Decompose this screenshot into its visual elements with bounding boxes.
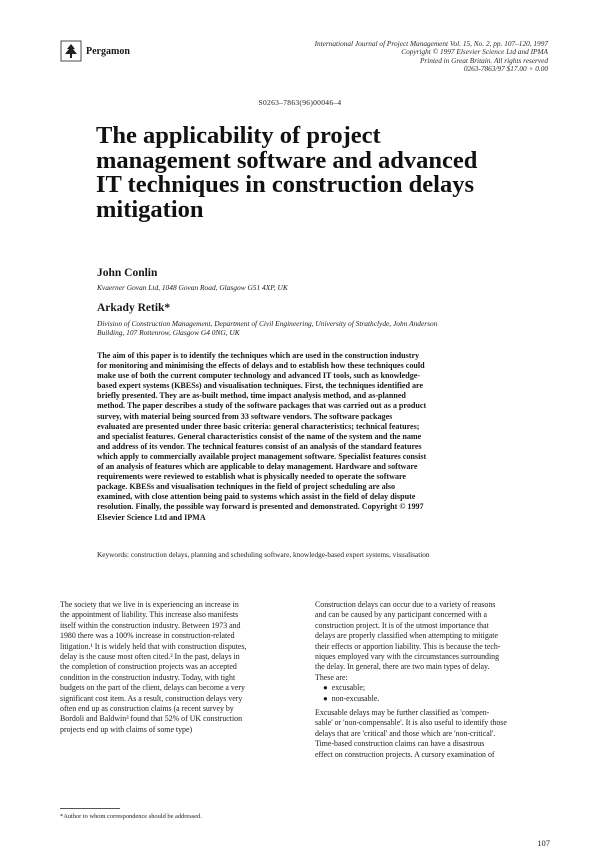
bullet-item bbox=[323, 683, 551, 693]
abstract-line: survey, with material being sourced from 33 software vendors. The software packages bbox=[97, 411, 393, 421]
body-line: the delay. In general, there are two main types of delay. bbox=[315, 662, 490, 672]
journal-info bbox=[268, 40, 548, 73]
body-line: litigation.¹ It is widely held that with construction disputes, bbox=[60, 641, 247, 651]
body-line: budgets on the part of the client, delays can become a very bbox=[60, 683, 245, 693]
body-column-left bbox=[60, 600, 300, 735]
bullet-icon: ● bbox=[323, 693, 332, 703]
body-line: and can be caused by any participant concerned with a bbox=[315, 610, 487, 620]
abstract-line: resolution. Finally, the possible way forward is presented and demonstrated. Copyright © 1997 bbox=[97, 502, 424, 512]
body-line: effect on construction projects. A cursory examination of bbox=[315, 749, 495, 759]
body-line: the appointment of liability. This increase also manifests bbox=[60, 610, 239, 620]
body-line: condition in the construction industry. Today, with tight bbox=[60, 672, 236, 682]
body-line: delays that are 'critical' and those which are 'non-critical'. bbox=[315, 728, 496, 738]
body-line: the completion of construction projects was an accepted bbox=[60, 662, 237, 672]
affiliation-line: Building, 107 Rottenrow, Glasgow G4 0NG, UK bbox=[97, 328, 240, 338]
journal-info-line: Copyright © 1997 Elsevier Science Ltd and IPMA bbox=[401, 47, 548, 57]
affiliation-line: Division of Construction Management, Department of Civil Engineering, University of Strathclyde, John Anderson bbox=[97, 319, 438, 328]
bullet-icon: ● bbox=[323, 683, 332, 693]
footnote: *Author to whom correspondence should be addressed. bbox=[60, 813, 202, 820]
keywords bbox=[97, 550, 430, 559]
body-line: These are: bbox=[315, 672, 348, 682]
journal-info-line: International Journal of Project Management Vol. 15, No. 2, pp. 107–120, 1997 bbox=[314, 39, 548, 48]
body-column-right bbox=[315, 600, 551, 760]
title-line: management software and advanced bbox=[96, 146, 478, 174]
body-line: Time-based construction claims can have a disastrous bbox=[315, 739, 485, 749]
abstract-line: The aim of this paper is to identify the techniques which are used in the construction industry bbox=[97, 351, 420, 360]
abstract-line: which apply to commercially available project management software. Specialist features consist bbox=[97, 451, 427, 461]
abstract-line: requirements were reviewed to establish what is physically needed to operate the software bbox=[97, 472, 407, 482]
body-line: significant cost item. As a result, construction delays very bbox=[60, 693, 243, 703]
body-line: projects end up with claims of some type) bbox=[60, 724, 193, 734]
title-line: The applicability of project bbox=[96, 122, 381, 149]
pergamon-tree-icon bbox=[60, 40, 82, 62]
author-affiliation bbox=[97, 319, 537, 338]
body-line: itself within the construction industry. Between 1973 and bbox=[60, 620, 241, 630]
author-affiliation: Kvaerner Govan Ltd, 1048 Govan Road, Glasgow G51 4XP, UK bbox=[97, 283, 288, 292]
publisher-name: Pergamon bbox=[86, 45, 130, 57]
abstract-line: and address of its vendor. The technical features consist of an analysis of the standard features bbox=[97, 441, 422, 451]
body-line: Excusable delays may be further classified as 'compen- bbox=[315, 708, 490, 718]
title-line: IT techniques in construction delays bbox=[96, 171, 474, 198]
bullet-item bbox=[323, 694, 551, 704]
body-line: delay is the cause most often cited.² In the past, delays in bbox=[60, 652, 240, 662]
body-line: Construction delays can occur due to a variety of reasons bbox=[315, 600, 496, 609]
bullet-text: non-excusable. bbox=[331, 693, 380, 703]
abstract-line: evaluated are presented under three basic criteria: general characteristics; technical features; bbox=[97, 421, 420, 431]
page-number: 107 bbox=[537, 838, 550, 848]
abstract-line: based expert systems (KBESs) and visualisation techniques. First, the techniques identified are bbox=[97, 381, 424, 391]
pii-code: S0263–7863(96)00046–4 bbox=[258, 98, 342, 107]
abstract-line: examined, with close attention being paid to systems which assist in the field of delay dispute bbox=[97, 492, 416, 502]
keywords-label: Keywords: bbox=[97, 550, 130, 559]
abstract-line: briefly presented. They are as-built method, time impact analysis method, and as-planned bbox=[97, 391, 406, 401]
author-name: Arkady Retik* bbox=[97, 302, 171, 314]
publisher-logo bbox=[60, 40, 130, 62]
body-line: The society that we live in is experiencing an increase in bbox=[60, 600, 239, 609]
body-line: Bordoli and Baldwin³ found that 52% of UK construction bbox=[60, 714, 243, 724]
body-line: sable' or 'non-compensable'. It is also useful to identify those bbox=[315, 718, 507, 728]
journal-info-line: 0263-7863/97 $17.00 + 0.00 bbox=[463, 63, 548, 73]
abstract-line: package. KBESs and visualisation techniques in the field of project scheduling are also bbox=[97, 482, 396, 492]
abstract-line: for monitoring and minimising the effects of delays and to establish how these techniques could bbox=[97, 361, 425, 371]
abstract-line: and specialist features. General characteristics consist of the name of the system and the name bbox=[97, 431, 422, 441]
abstract bbox=[97, 351, 541, 523]
body-line: often end up as construction claims (a recent survey by bbox=[60, 704, 234, 714]
abstract-line: make use of both the current computer technology and advanced IT tools, such as knowledge- bbox=[97, 371, 421, 381]
body-line: their effects or apportion liability. This is because the tech- bbox=[315, 641, 501, 651]
author-name: John Conlin bbox=[97, 267, 158, 279]
body-line: construction project. It is of the utmost importance that bbox=[315, 620, 489, 630]
keywords-text: construction delays, planning and scheduling software, knowledge-based expert systems, visualisation bbox=[130, 550, 430, 559]
bullet-text: excusable; bbox=[331, 683, 366, 693]
abstract-line: Elsevier Science Ltd and IPMA bbox=[97, 512, 206, 522]
body-line: delays are properly classified when attempting to mitigate bbox=[315, 631, 498, 641]
abstract-line: of an analysis of features which are applicable to delay management. Hardware and software bbox=[97, 462, 418, 472]
title-line: mitigation bbox=[96, 195, 204, 223]
footnote-divider bbox=[60, 808, 120, 809]
journal-info-line: Printed in Great Britain. All rights reserved bbox=[419, 55, 548, 65]
body-line: niques employed vary with the circumstances surrounding bbox=[315, 652, 500, 662]
abstract-line: method. The paper describes a study of the software packages that was carried out as a product bbox=[97, 401, 427, 411]
body-line: 1980 there was a 100% increase in construction-related bbox=[60, 631, 235, 641]
paper-title bbox=[96, 124, 546, 222]
